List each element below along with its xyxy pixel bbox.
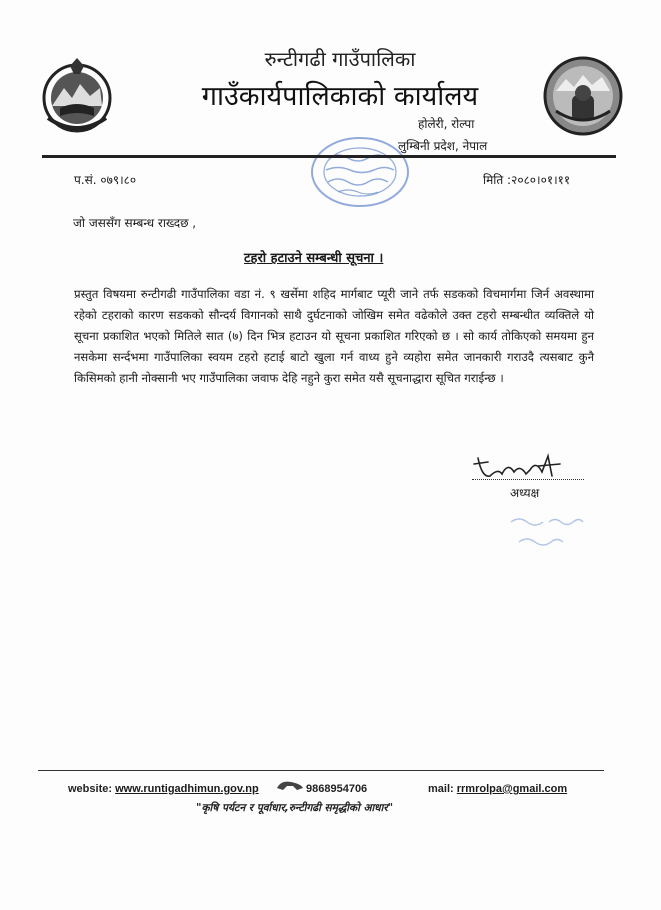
phone-icon [275, 778, 305, 794]
footer-motto: "कृषि पर्यटन र पूर्वाधार,रुन्टीगढी समृद्धीको आधार" [196, 802, 394, 814]
footer-divider [38, 770, 604, 771]
footer-phone: 9868954706 [306, 783, 368, 795]
nepal-emblem-icon [38, 58, 116, 136]
signature-line [472, 479, 584, 480]
address-line-2: लुम्बिनी प्रदेश, नेपाल [398, 139, 488, 153]
mail-link[interactable]: rrmrolpa@gmail.com [456, 783, 568, 795]
signatory-stamp-icon [505, 512, 595, 552]
office-name: गाउँकार्यपालिकाको कार्यालय [201, 81, 479, 112]
municipality-name: रुन्टीगढी गाउँपालिका [264, 47, 416, 71]
reference-number: प.सं. ०७९।८० [74, 173, 137, 187]
letter-date: मिति :२०८०।०१।११ [483, 173, 571, 187]
notice-body: प्रस्तुत विषयमा रुन्टीगढी गाउँपालिका वडा नं. ९ खर्सेमा शहिद मार्गबाट प्यूरी जाने तर्फ सडकको विचमार्गमा जिर्न अवस्थामा रहेको टहराको कारण सडकको सौन्दर्य विगानको साथै दुर्घटनाको जोखिम समेत वढेकोले उक्त टहरो सम्बन्धीत व्यक्तिले यो सूचना प्रकाशित भएको मितिले सात (७) दिन भित्र हटाउन यो सूचना प्रकाशित गरिएको छ । सो कार्य तोकिएको समयमा हुन नसकेमा सर्न्दभमा गाउँपालिका स्वयम टहरो हटाई बाटो खुला गर्न वाध्य हुने व्यहोरा समेत जानकारी गराउदै त्यसबाट कुनै किसिमको हानी नोक्सानी भए गाउँपालिका जवाफ देहि नहुने कुरा समेत यसै सूचनाद्धारा सूचित गराईन्छ । [74, 287, 594, 385]
header-divider [42, 155, 616, 158]
chairperson-signature-icon [468, 448, 588, 488]
address-line-1: होलेरी, रोल्पा [418, 117, 475, 131]
website-link[interactable]: www.runtigadhimun.gov.np [115, 783, 259, 795]
office-stamp-icon [298, 128, 418, 216]
notice-subject: टहरो हटाउने सम्बन्धी सूचना । [244, 251, 384, 266]
footer-mail [428, 783, 567, 795]
footer-website [68, 783, 259, 795]
municipality-logo-icon [542, 55, 624, 137]
website-label: website: [68, 783, 113, 795]
signatory-title: अध्यक्ष [510, 486, 540, 500]
addressee: जो जससँग सम्बन्ध राख्दछ , [73, 216, 197, 230]
mail-label: mail: [428, 783, 454, 795]
